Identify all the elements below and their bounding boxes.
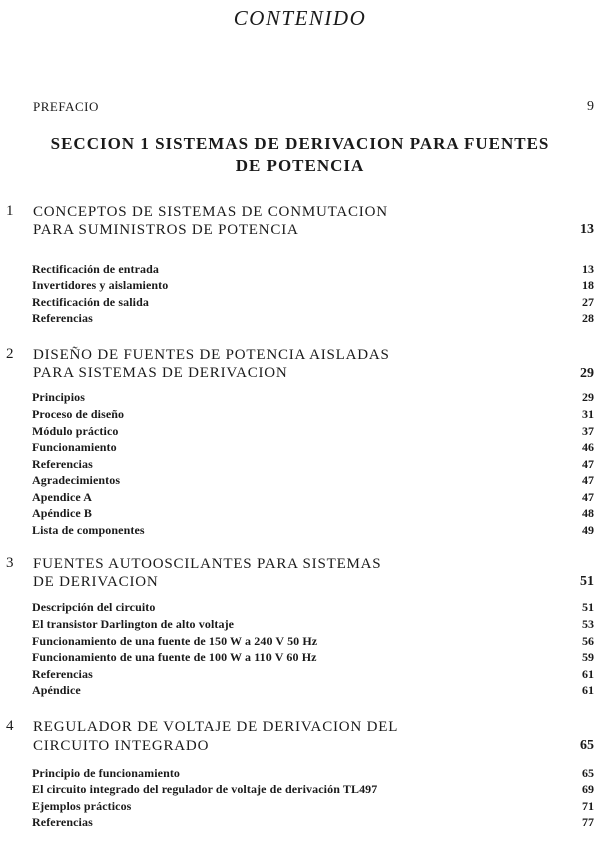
toc-item: Ejemplos prácticos — [32, 799, 132, 813]
toc-item-page: 53 — [582, 617, 594, 631]
chapter-title-line1: DISEÑO DE FUENTES DE POTENCIA AISLADAS — [33, 347, 390, 363]
toc-item-page: 51 — [582, 600, 594, 614]
toc-item-page: 47 — [582, 457, 594, 471]
chapter-number: 4 — [6, 718, 14, 734]
toc-item-page: 61 — [582, 667, 594, 681]
toc-item-page: 56 — [582, 634, 594, 648]
chapter-page: 65 — [580, 738, 594, 753]
toc-item: Módulo práctico — [32, 424, 119, 438]
toc-item-page: 59 — [582, 650, 594, 664]
toc-item: Invertidores y aislamiento — [32, 278, 169, 292]
toc-item: Funcionamiento de una fuente de 150 W a 240 V 50 Hz — [32, 634, 318, 648]
toc-item-page: 46 — [582, 440, 594, 454]
toc-item-page: 65 — [582, 766, 594, 780]
toc-item-page: 47 — [582, 490, 594, 504]
toc-item: Referencias — [32, 311, 93, 325]
toc-item-page: 37 — [582, 424, 594, 438]
toc-item: Descripción del circuito — [32, 600, 156, 614]
toc-item: Referencias — [32, 815, 93, 829]
chapter-number: 1 — [6, 203, 14, 219]
page-title: CONTENIDO — [233, 6, 367, 30]
chapter-page: 51 — [580, 574, 594, 589]
toc-item: Referencias — [32, 457, 93, 471]
toc-item: Principios — [32, 390, 86, 404]
chapter-title-line2: PARA SISTEMAS DE DERIVACION — [33, 365, 288, 381]
toc-item: Referencias — [32, 667, 93, 681]
chapter-number: 2 — [6, 346, 14, 362]
toc-item-page: 28 — [582, 311, 594, 325]
toc-item: Lista de componentes — [32, 523, 145, 537]
chapter-title-line1: REGULADOR DE VOLTAJE DE DERIVACION DEL — [33, 719, 399, 735]
prefacio-page: 9 — [587, 99, 594, 114]
toc-item-page: 47 — [582, 473, 594, 487]
chapter-title-line2: DE DERIVACION — [33, 574, 159, 590]
toc-item-page: 27 — [582, 295, 594, 309]
toc-item-page: 31 — [582, 407, 594, 421]
toc-item: El transistor Darlington de alto voltaje — [32, 617, 235, 631]
chapter-title-line1: CONCEPTOS DE SISTEMAS DE CONMUTACION — [33, 204, 388, 220]
toc-item: Apéndice — [32, 683, 81, 697]
chapter-number: 3 — [6, 555, 14, 571]
toc-item: Proceso de diseño — [32, 407, 125, 421]
toc-item-page: 71 — [582, 799, 594, 813]
chapter-page: 13 — [580, 222, 594, 237]
toc-item: Apendice A — [32, 490, 93, 504]
toc-item: Rectificación de entrada — [32, 262, 160, 276]
toc-item-page: 18 — [582, 278, 594, 292]
chapter-title-line2: CIRCUITO INTEGRADO — [33, 738, 210, 754]
toc-item-page: 48 — [582, 506, 594, 520]
toc-item: Agradecimientos — [32, 473, 121, 487]
section-heading-line1: SECCION 1 SISTEMAS DE DERIVACION PARA FUENTES — [50, 134, 550, 153]
toc-item-page: 49 — [582, 523, 594, 537]
toc-item-page: 61 — [582, 683, 594, 697]
toc-item-page: 69 — [582, 782, 594, 796]
chapter-page: 29 — [580, 366, 594, 381]
toc-item: Rectificación de salida — [32, 295, 149, 309]
toc-item: Funcionamiento de una fuente de 100 W a 110 V 60 Hz — [32, 650, 317, 664]
toc-item: Funcionamiento — [32, 440, 117, 454]
toc-item: Apéndice B — [32, 506, 93, 520]
toc-item: Principio de funcionamiento — [32, 766, 181, 780]
chapter-title-line1: FUENTES AUTOOSCILANTES PARA SISTEMAS — [33, 556, 382, 572]
toc-item-page: 13 — [582, 262, 594, 276]
toc-item-page: 29 — [582, 390, 594, 404]
toc-item: El circuito integrado del regulador de voltaje de derivación TL497 — [32, 782, 378, 796]
prefacio-label: PREFACIO — [33, 99, 99, 114]
toc-item-page: 77 — [582, 815, 594, 829]
section-heading-line2: DE POTENCIA — [235, 156, 365, 175]
chapter-title-line2: PARA SUMINISTROS DE POTENCIA — [33, 222, 299, 238]
